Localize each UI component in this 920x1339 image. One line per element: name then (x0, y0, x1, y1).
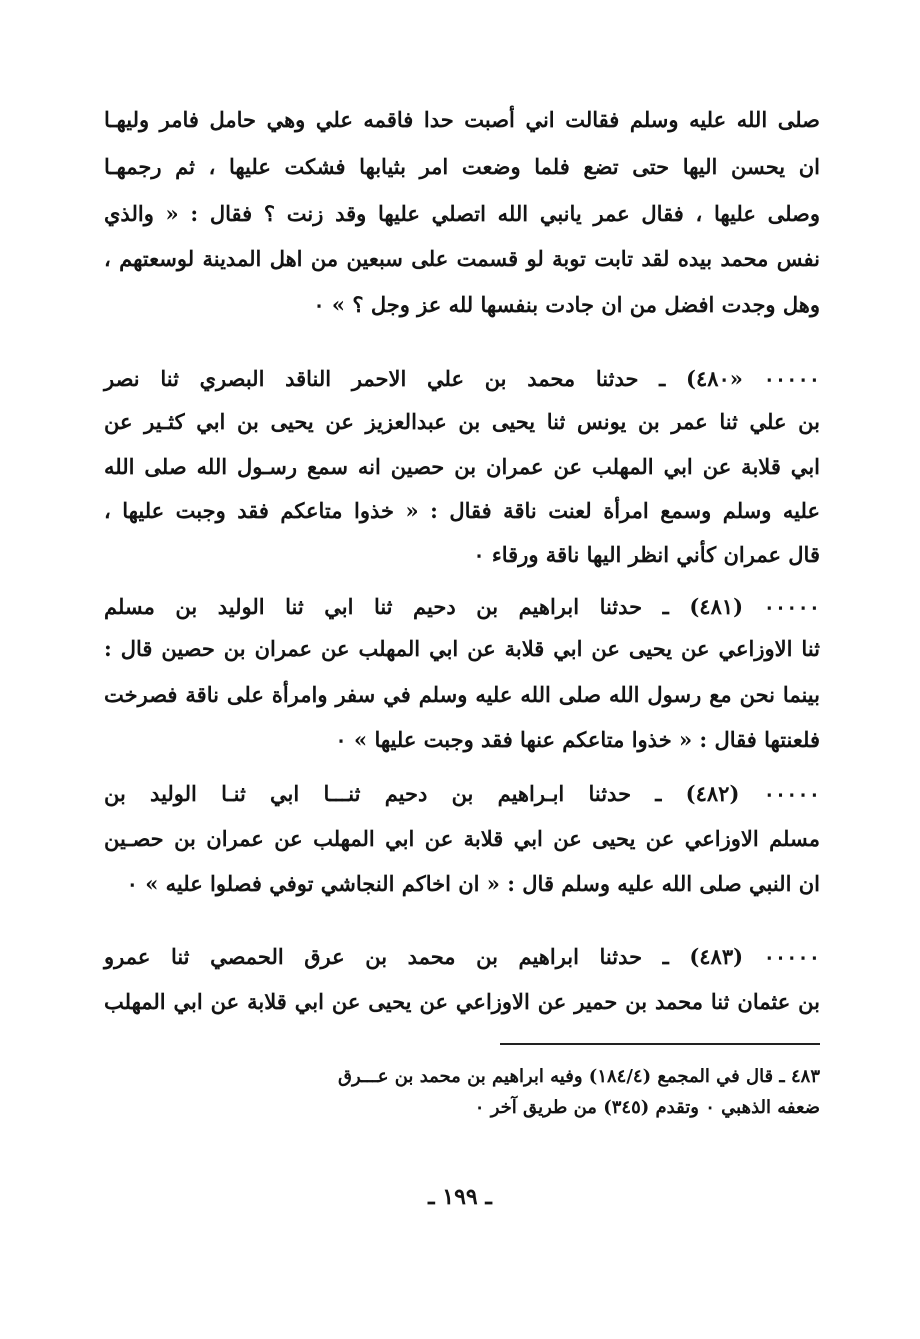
text-line: مسلم الاوزاعي عن يحيى عن ابي قلابة عن ابي المهلب عن عمران بن حصـين (104, 826, 820, 851)
text-line: ثنا الاوزاعي عن يحيى عن ابي قلابة عن ابي المهلب عن عمران بن حصين قال : (104, 636, 820, 661)
footnote-line: ضعفه الذهبي ٠ وتقدم (٣٤٥) من طريق آخر ٠ (474, 1097, 820, 1118)
text-line: وصلى عليها ، فقال عمر يانبي الله اتصلي عليها وقد زنت ؟ فقال : « والذي (104, 201, 820, 226)
text-line: ابي قلابة عن ابي المهلب عن عمران بن حصين انه سمع رسـول الله صلى الله (104, 454, 820, 479)
hadith-482-line: ٠٠٠٠٠ (٤٨٢) ـ حدثنا ابـراهيم بن دحيم ثنـــا ابي ثنـا الوليد بن (104, 781, 820, 806)
hadith-483-line: ٠٠٠٠٠ (٤٨٣) ـ حدثنا ابراهيم بن محمد بن عرق الحمصي ثنا عمرو (104, 944, 820, 969)
text-line: ان النبي صلى الله عليه وسلم قال : « ان اخاكم النجاشي توفي فصلوا عليه » ٠ (126, 871, 820, 896)
text-line: صلى الله عليه وسلم فقالت اني أصبت حدا فاقمه علي وهي حامل فامر وليهـا (104, 107, 820, 132)
footnote-line: ٤٨٣ ـ قال في المجمع (١٨٤/٤) وفيه ابراهيم بن محمد بن عـــرق (337, 1066, 820, 1087)
text-line: نفس محمد بيده لقد تابت توبة لو قسمت على سبعين من اهل المدينة لوسعتهم ، (104, 246, 820, 271)
text-line: بينما نحن مع رسول الله صلى الله عليه وسلم في سفر وامرأة على ناقة فصرخت (104, 682, 820, 707)
footnote-rule (500, 1043, 820, 1045)
text-line: قال عمران كأني انظر اليها ناقة ورقاء ٠ (473, 542, 820, 567)
text-line: عليه وسلم وسمع امرأة لعنت ناقة فقال : « خذوا متاعكم فقد وجبت عليها ، (104, 498, 820, 523)
text-line: بن علي ثنا عمر بن يونس ثنا يحيى بن عبدالعزيز عن يحيى بن ابي كثـير عن (104, 409, 820, 434)
hadith-480-line: ٠٠٠٠٠ «٤٨٠) ـ حدثنا محمد بن علي الاحمر الناقد البصري ثنا نصر (104, 366, 821, 391)
text-line: وهل وجدت افضل من ان جادت بنفسها لله عز وجل ؟ » ٠ (313, 292, 820, 317)
page-number: ـ ١٩٩ ـ (428, 1184, 492, 1210)
hadith-481-line: ٠٠٠٠٠ (٤٨١) ـ حدثنا ابراهيم بن دحيم ثنا ابي ثنا الوليد بن مسلم (104, 594, 821, 619)
text-line: ان يحسن اليها حتى تضع فلما وضعت امر بثيابها فشكت عليها ، ثم رجمهـا (104, 154, 820, 179)
text-line: فلعنتها فقال : « خذوا متاعكم عنها فقد وجبت عليها » ٠ (335, 727, 820, 752)
text-line: بن عثمان ثنا محمد بن حمير عن الاوزاعي عن يحيى عن ابي قلابة عن ابي المهلب (104, 989, 820, 1014)
